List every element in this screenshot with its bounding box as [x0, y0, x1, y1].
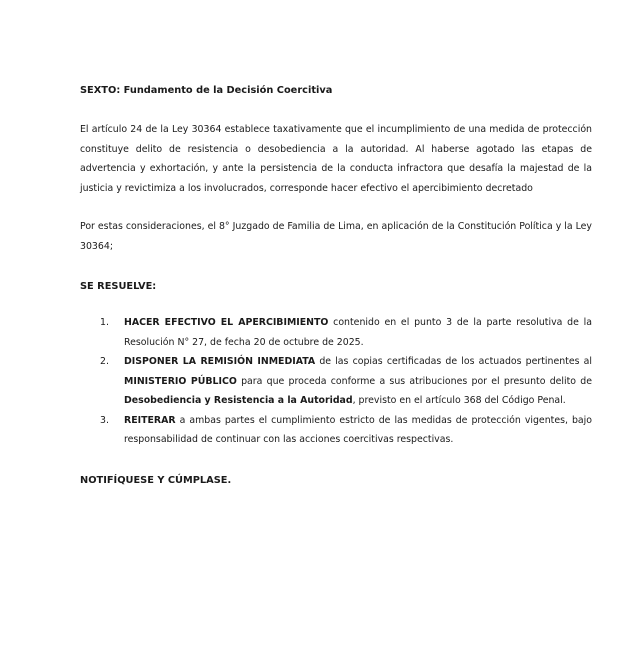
document-page — [80, 84, 592, 488]
item-text: , previsto en el artículo 368 del Código Penal. — [352, 395, 566, 406]
item-text: contenido en el punto 3 de la parte resolutiva de la Resolución N° 27, de fecha 20 de octubre de 2025. — [124, 317, 593, 348]
item-text: a ambas partes el cumplimiento estricto de las medidas de protección vigentes, bajo responsabilidad de continuar con las acciones coercitivas respectivas. — [124, 414, 592, 445]
item-number: 2. — [100, 356, 109, 367]
item-number: 1. — [100, 317, 109, 328]
item-bold-text: Desobediencia y Resistencia a la Autoridad — [124, 395, 353, 406]
item-bold-text: MINISTERIO PÚBLICO — [124, 375, 237, 387]
item-bold-text: REITERAR — [124, 414, 176, 426]
list-item — [80, 411, 592, 450]
resolution-list — [80, 313, 592, 450]
item-number: 3. — [100, 414, 109, 426]
closing-statement: NOTIFÍQUESE Y CÚMPLASE. — [80, 474, 232, 486]
item-bold-text: DISPONER LA REMISIÓN INMEDIATA — [124, 356, 316, 367]
list-item — [80, 313, 592, 352]
resuelve-heading: SE RESUELVE: — [80, 281, 157, 292]
item-bold-text: HACER EFECTIVO EL APERCIBIMIENTO — [124, 317, 329, 328]
paragraph-article-24: El artículo 24 de la Ley 30364 establece taxativamente que el incumplimiento de una medida de protección constituye delito de resistencia o desobediencia a la autoridad. Al haberse agotado las etapas de advertencia y exhortación, y ante la persistencia de la conducta infractora que desafía la majestad de la justicia y revictimiza a los involucrados, corresponde hacer efectivo el apercibimiento decretado — [80, 124, 592, 194]
paragraph-considerations: Por estas consideraciones, el 8° Juzgado de Familia de Lima, en aplicación de la Constitución Política y la Ley 30364; — [80, 221, 592, 252]
item-text: de las copias certificadas de los actuados pertinentes al — [315, 356, 593, 367]
list-item — [80, 352, 592, 411]
item-text: para que proceda conforme a sus atribuciones por el presunto delito de — [236, 375, 592, 387]
section-heading: SEXTO: Fundamento de la Decisión Coercitiva — [80, 85, 333, 96]
